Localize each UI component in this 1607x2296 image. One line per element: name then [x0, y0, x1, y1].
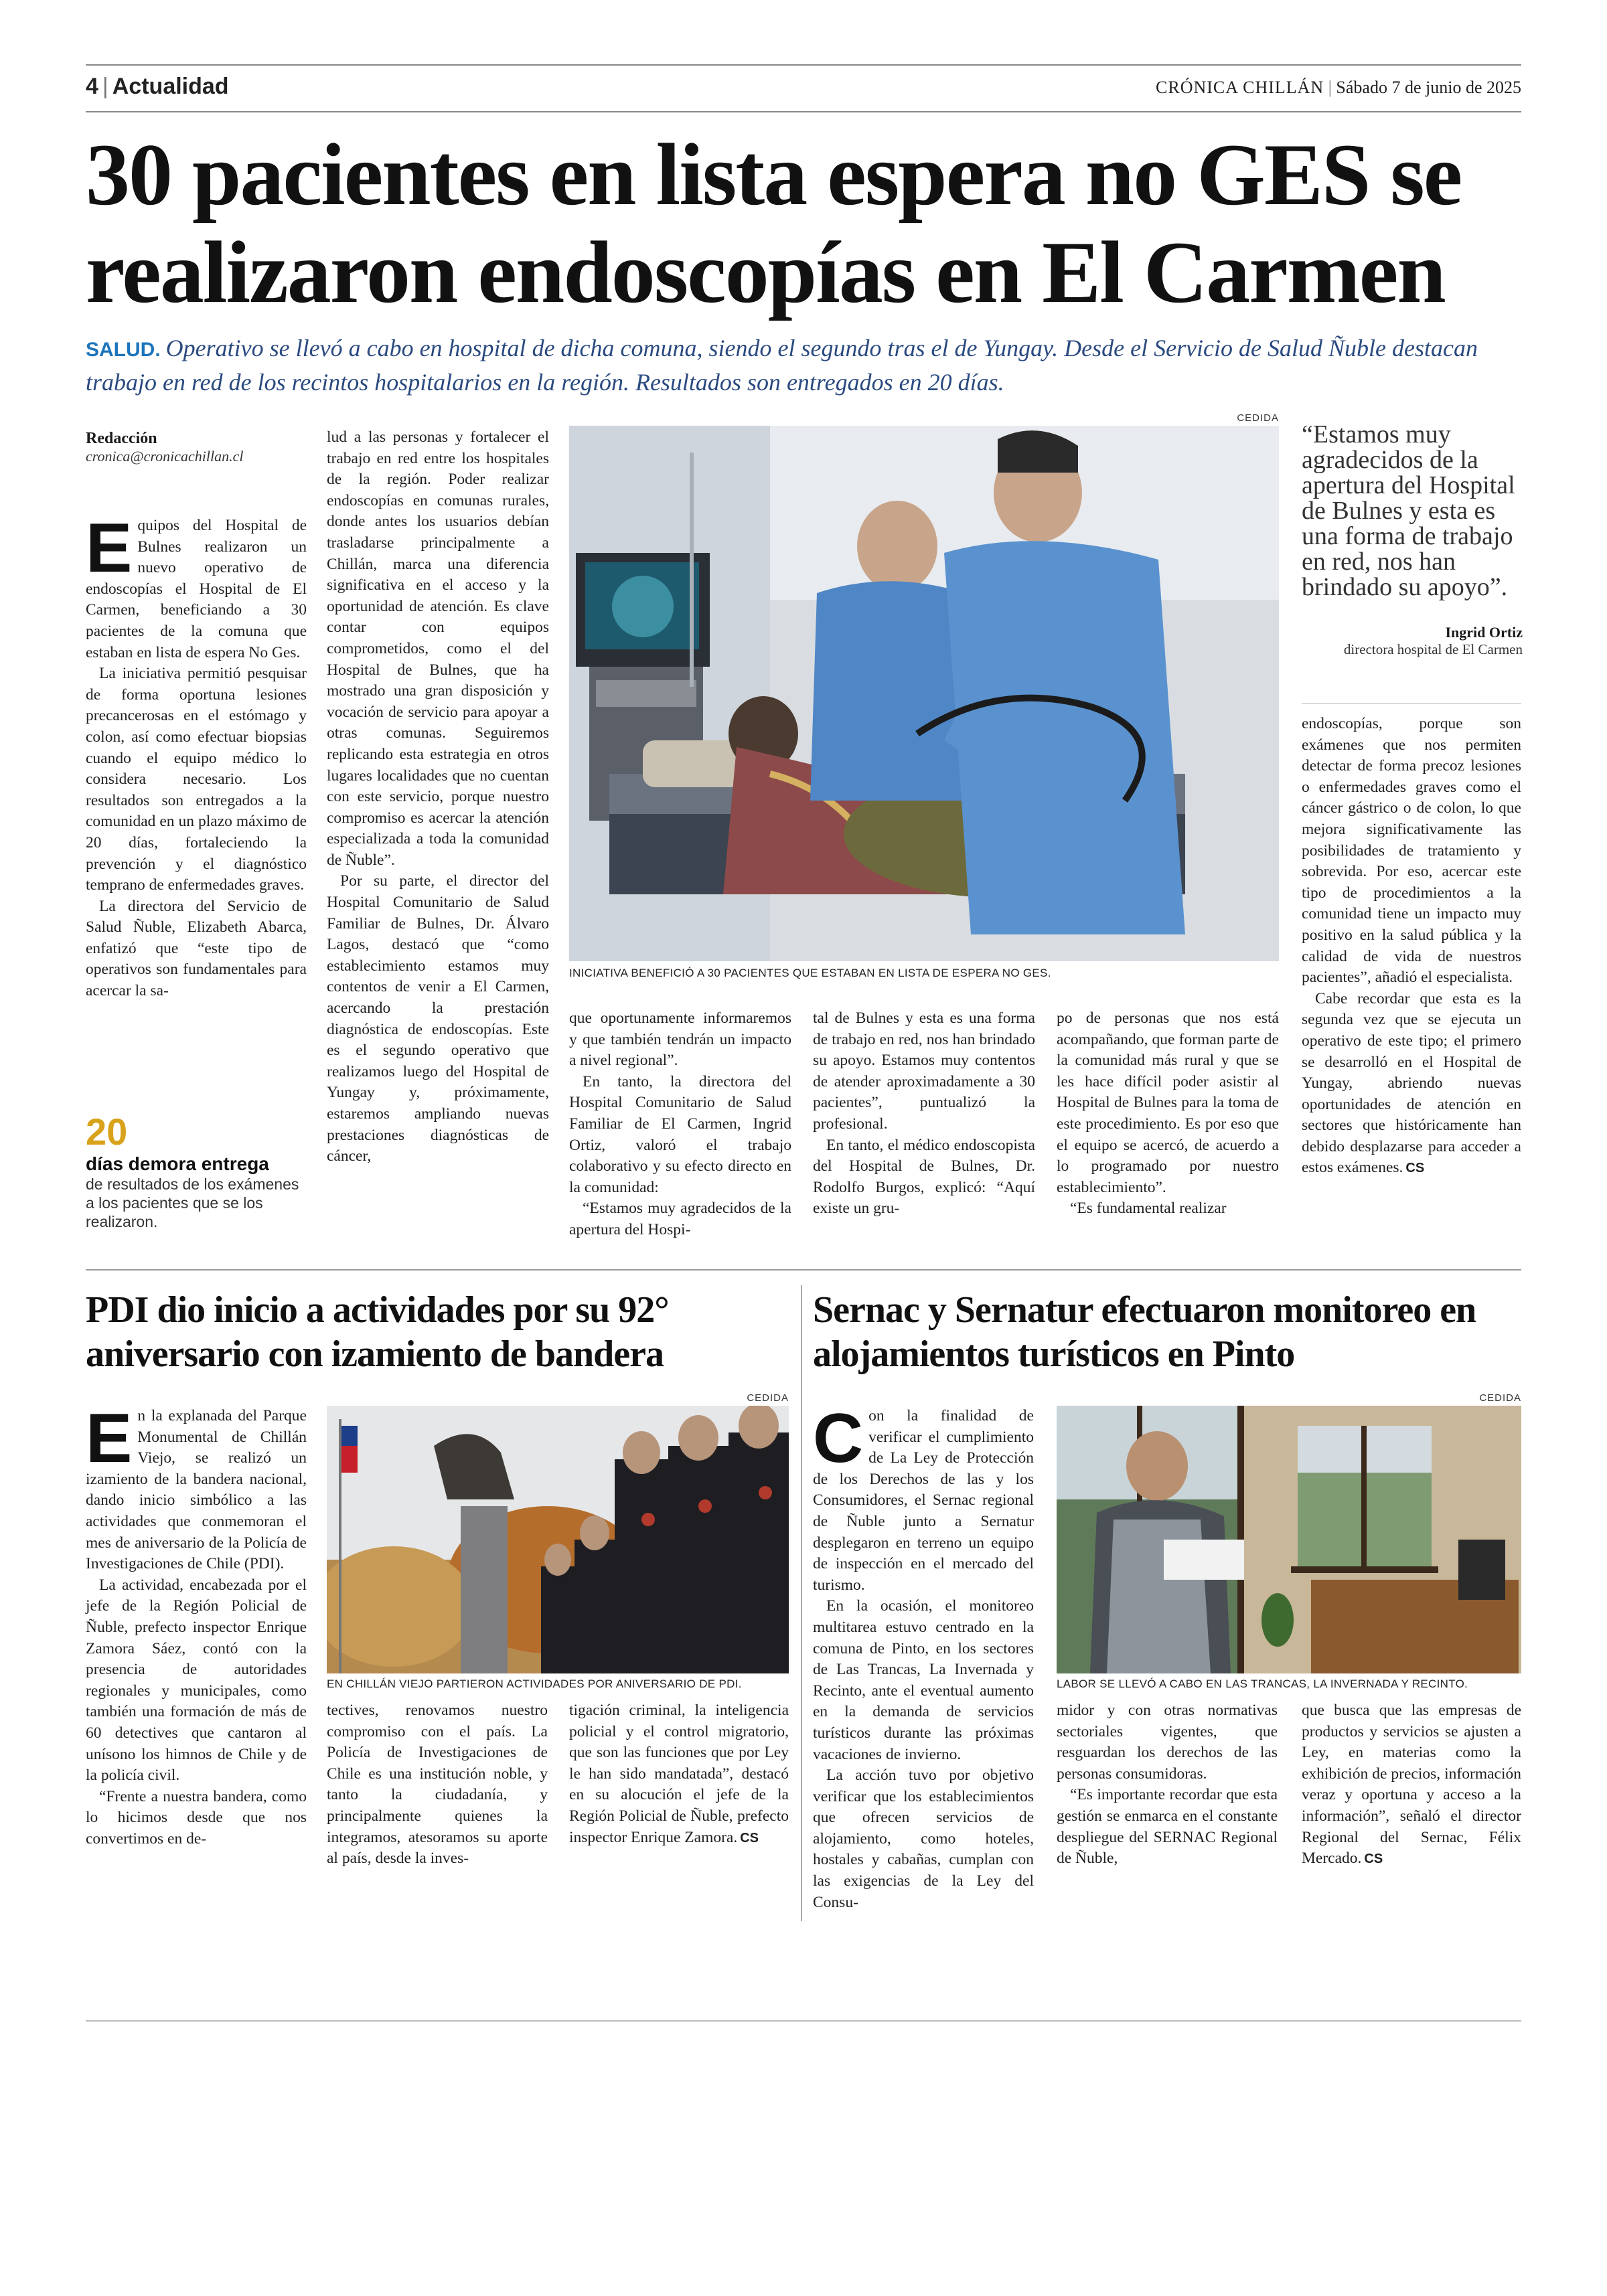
- pdi-photo: [327, 1406, 789, 1673]
- publication-date: Sábado 7 de junio de 2025: [1336, 78, 1521, 97]
- main-photo-caption: INICIATIVA BENEFICIÓ A 30 PACIENTES QUE ESTABAN EN LISTA DE ESPERA NO GES.: [569, 967, 1051, 979]
- end-mark-icon: CS: [1405, 1161, 1425, 1176]
- main-col4-p1: tal de Bulnes y esta es una forma de trabajo en red, nos han brindado su apoyo. Estamos muy contentos de atender aproximadamente a 30 pacientes”, puntualizó la profesional.: [813, 1009, 1035, 1133]
- bottom-rule: [86, 2020, 1521, 2022]
- publication-info: CRÓNICA CHILLÁN | Sábado 7 de junio de 2025: [1156, 78, 1521, 97]
- main-col6-p2: Cabe recordar que esta es la segunda vez que se ejecuta un operativo de este tipo; el primero se desarrolló en el Hospital de Yungay, abriendo nuevas oportunidades de atención en sectores que históricamente han debido desplazarse para acceder a estos exámenes.: [1302, 989, 1521, 1177]
- main-col2-p1: lud a las personas y fortalecer el trabajo en red entre los hospitales de la región. Poder realizar endoscopías en comunas rurales, donde antes los usuarios debían trasladarse principalmente a Chillán, marca una diferencia significativa en el acceso y la oportunidad de atención. Es clave contar con equipos comprometidos, como el del Hospital de Bulnes, que ha mostrado una gran disposición y vocación de servicio para apoyar a otras comunas. Seguiremos replicando esta estrategia en otros lugares localidades que no cuentan con este servicio, porque nuestro compromiso es acercar la atención especializada a toda la comunidad de Ñuble”.: [327, 428, 549, 869]
- pdi-col1-p2: La actividad, encabezada por el jefe de la Región Policial de Ñuble, prefecto inspector Enrique Zamora Sáez, contó con la presencia de autoridades regionales y municipales, como también una formación de más de 60 detectives que cantaron al unísono los himnos de Chile y de la policía civil.: [86, 1576, 307, 1785]
- stat-number: 20: [86, 1111, 128, 1153]
- main-column-4: [813, 1008, 1035, 1220]
- headline-line-2: realizaron endoscopías en El Carmen: [86, 223, 1445, 321]
- pdi-column-1: [86, 1400, 307, 1850]
- main-col3-p1: que oportunamente informaremos y que también tendrán un impacto a nivel regional”.: [569, 1009, 791, 1070]
- main-col3-p3: “Estamos muy agradecidos de la apertura del Hospi-: [569, 1200, 791, 1238]
- main-col3-p2: En tanto, la directora del Hospital Comunitario de Salud Familiar de El Carmen, Ingrid Ortiz, valoró el trabajo colaborativo y su efecto directo en la comunidad:: [569, 1072, 791, 1196]
- stat-description: de resultados de los exámenes a los pacientes que se los realizaron.: [86, 1175, 299, 1230]
- pdi-column-2: [327, 1700, 548, 1870]
- publication-name: CRÓNICA CHILLÁN: [1156, 78, 1324, 97]
- sernac-column-1: [813, 1400, 1034, 1913]
- pdi-col3-p1: tigación criminal, la inteligencia policial y el control migratorio, que son las funciones que por Ley le han sido mandatada”, destacó en su alocución el jefe de la Región Policial de Ñuble, prefecto inspector Enrique Zamora.: [569, 1702, 789, 1846]
- sernac-col1-p1: on la finalidad de verificar el cumplimiento de La Ley de Protección de los Derechos de las y los Consumidores, el Sernac regional de Ñuble junto a Sernatur desplegaron en terreno un equipo de inspección en el mercado del turismo.: [813, 1407, 1034, 1594]
- sernac-col2-p2: “Es importante recordar que esta gestión se enmarca en el constante despliegue del SERNAC Regional de Ñuble,: [1057, 1786, 1278, 1868]
- pdi-photo-caption: EN CHILLÁN VIEJO PARTIERON ACTIVIDADES POR ANIVERSARIO DE PDI.: [327, 1677, 742, 1690]
- sernac-column-3: [1302, 1700, 1521, 1870]
- sernac-inspection-photo-image: [1057, 1406, 1521, 1673]
- sernac-photo-caption: LABOR SE LLEVÓ A CABO EN LAS TRANCAS, LA INVERNADA Y RECINTO.: [1057, 1677, 1468, 1690]
- deck-tag: SALUD.: [86, 339, 161, 361]
- main-photo: [569, 426, 1279, 961]
- headline-line-1: 30 pacientes en lista espera no GES se: [86, 125, 1462, 224]
- pdi-col1-p1: n la explanada del Parque Monumental de Chillán Viejo, se realizó un izamiento de la bandera nacional, dando inicio simbólico a las actividades que conmemoran el mes de aniversario de la Policía de Investigaciones de Chile (PDI).: [86, 1407, 307, 1573]
- endoscopy-photo-image: [569, 426, 1279, 961]
- main-deck: [86, 332, 1521, 398]
- pdi-dropcap: E: [86, 1400, 133, 1477]
- stat-box: [86, 1110, 307, 1231]
- pdi-col1-p3: “Frente a nuestra bandera, como lo hicimos desde que nos convertimos en de-: [86, 1787, 307, 1848]
- byline: [86, 430, 307, 465]
- quote-divider: [1302, 703, 1521, 704]
- main-col1-p2: La iniciativa permitió pesquisar de forma oportuna lesiones precancerosas en el estómago y colon, así como efectuar biopsias cuando el equipo médico lo considera necesario. Los resultados son entregados a la comunidad en un plazo máximo de 20 días, fortaleciendo la prevención y el diagnóstico temprano de enfermedades graves.: [86, 665, 307, 894]
- page-number: 4: [86, 74, 98, 99]
- sernac-dropcap: C: [813, 1400, 864, 1477]
- byline-email: cronica@cronicachillan.cl: [86, 448, 244, 465]
- sernac-headline: Sernac y Sernatur efectuaron monitoreo en alojamientos turísticos en Pinto: [813, 1289, 1476, 1375]
- sernac-column-2: [1057, 1700, 1278, 1870]
- main-column-3: [569, 1008, 791, 1241]
- sernac-col1-p2: En la ocasión, el monitoreo multitarea estuvo centrado en la comuna de Pinto, en los sectores de Las Trancas, La Invernada y Recinto, ante el eventual aumento en la demanda de servicios turísticos durante las próximas vacaciones de invierno.: [813, 1597, 1034, 1763]
- quote-author-role: directora hospital de El Carmen: [1343, 641, 1523, 657]
- sernac-col3-p1: que busca que las empresas de productos y servicios se ajusten a Ley, en materias como la exhibición de precios, información veraz y oportuna y acceso a la información”, señaló el director Regional del Sernac, Félix Mercado.: [1302, 1702, 1521, 1868]
- section-label: 4 | Actualidad: [86, 74, 229, 99]
- quote-author: Ingrid Ortiz: [1445, 624, 1523, 641]
- main-col5-p2: “Es fundamental realizar: [1070, 1200, 1227, 1218]
- dropcap: E: [86, 509, 133, 587]
- sernac-photo-credit: CEDIDA: [1479, 1392, 1521, 1404]
- section-name: Actualidad: [112, 74, 229, 99]
- main-col4-p2: En tanto, el médico endoscopista del Hospital de Bulnes, Dr. Rodolfo Burgos, explicó: “Aquí existe un gru-: [813, 1136, 1035, 1218]
- pdi-end-mark-icon: CS: [740, 1830, 759, 1846]
- sernac-end-mark-icon: CS: [1364, 1852, 1383, 1867]
- sernac-photo: [1057, 1406, 1521, 1673]
- main-headline: [86, 126, 1521, 321]
- sernac-col2-p1: midor y con otras normativas sectoriales vigentes, que resguardan los derechos de las personas consumidoras.: [1057, 1702, 1278, 1783]
- page-header: [86, 64, 1521, 112]
- pdi-headline: PDI dio inicio a actividades por su 92° aniversario con izamiento de bandera: [86, 1289, 669, 1375]
- main-col5-p1: po de personas que nos está acompañando, que forman parte de la comunidad más rural y que se les hace difícil poder asistir al Hospital de Bulnes para la toma de este procedimiento. Es por eso que el equipo se acercó, de acuerdo a lo programado por nuestro establecimiento”.: [1057, 1009, 1279, 1196]
- stat-title: días demora entrega: [86, 1153, 269, 1174]
- sernac-col1-p3: La acción tuvo por objetivo verificar que los establecimientos que ofrecen servicios de alojamiento, como hoteles, hostales y cabañas, cumplan con las exigencias de la Ley del Consu-: [813, 1767, 1034, 1911]
- pull-quote-box: [1302, 422, 1523, 658]
- main-col1-p3: La directora del Servicio de Salud Ñuble, Elizabeth Abarca, enfatizó que “este tipo de operativos son fundamentales para acercar la sa-: [86, 897, 307, 1000]
- main-col2-p2: Por su parte, el director del Hospital Comunitario de Salud Familiar de Bulnes, Dr. Álvaro Lagos, destacó que “como establecimiento estamos muy contentos de venir a El Carmen, acercando la prestación diagnóstica de endoscopías. Este es el segundo operativo que realizamos luego del Hospital de Yungay y, próximamente, estaremos ampliando nuevas prestaciones diagnósticas de cáncer,: [327, 872, 549, 1165]
- article-divider: [801, 1285, 802, 1921]
- byline-name: Redacción: [86, 430, 157, 447]
- section-divider: [86, 1269, 1521, 1270]
- pdi-col2-p1: tectives, renovamos nuestro compromiso con el país. La Policía de Investigaciones de Chile es una institución noble, y tanto la ciudadanía, y principalmente quienes la integramos, atesoramos su aporte al país, desde la inves-: [327, 1702, 548, 1868]
- main-column-2: [327, 427, 549, 1167]
- main-col1-p1: quipos del Hospital de Bulnes realizaron un nuevo operativo de endoscopías el Hospital de El Carmen, beneficiando a 30 pacientes de la comuna que estaban en lista de espera No Ges.: [86, 517, 307, 661]
- main-column-1: [86, 509, 307, 1002]
- main-column-6: [1302, 714, 1521, 1179]
- main-column-5: [1057, 1008, 1279, 1220]
- pdi-ceremony-photo-image: [327, 1406, 789, 1673]
- pdi-photo-credit: CEDIDA: [747, 1392, 789, 1404]
- pdi-column-3: [569, 1700, 789, 1849]
- pull-quote: “Estamos muy agradecidos de la apertura del Hospital de Bulnes y esta es una forma de trabajo en red, nos han brindado su apoyo”.: [1302, 420, 1515, 601]
- deck-text: Operativo se llevó a cabo en hospital de dicha comuna, siendo el segundo tras el de Yungay. Desde el Servicio de Salud Ñuble destacan trabajo en red de los recintos hospitalarios en la región. Resultados son entregados en 20 días.: [86, 335, 1478, 396]
- main-photo-credit: CEDIDA: [1237, 412, 1279, 424]
- main-col6-p1: endoscopías, porque son exámenes que nos permiten detectar de forma precoz lesiones o enfermedades graves como el cáncer gástrico o de colon, lo que mejora significativamente las posibilidades de tratamiento y sobrevida. Por eso, acercar este tipo de procedimientos a la comunidad tiene un impacto muy positivo en la salud pública y la calidad de vida de nuestros pacientes”, añadió el especialista.: [1302, 715, 1521, 987]
